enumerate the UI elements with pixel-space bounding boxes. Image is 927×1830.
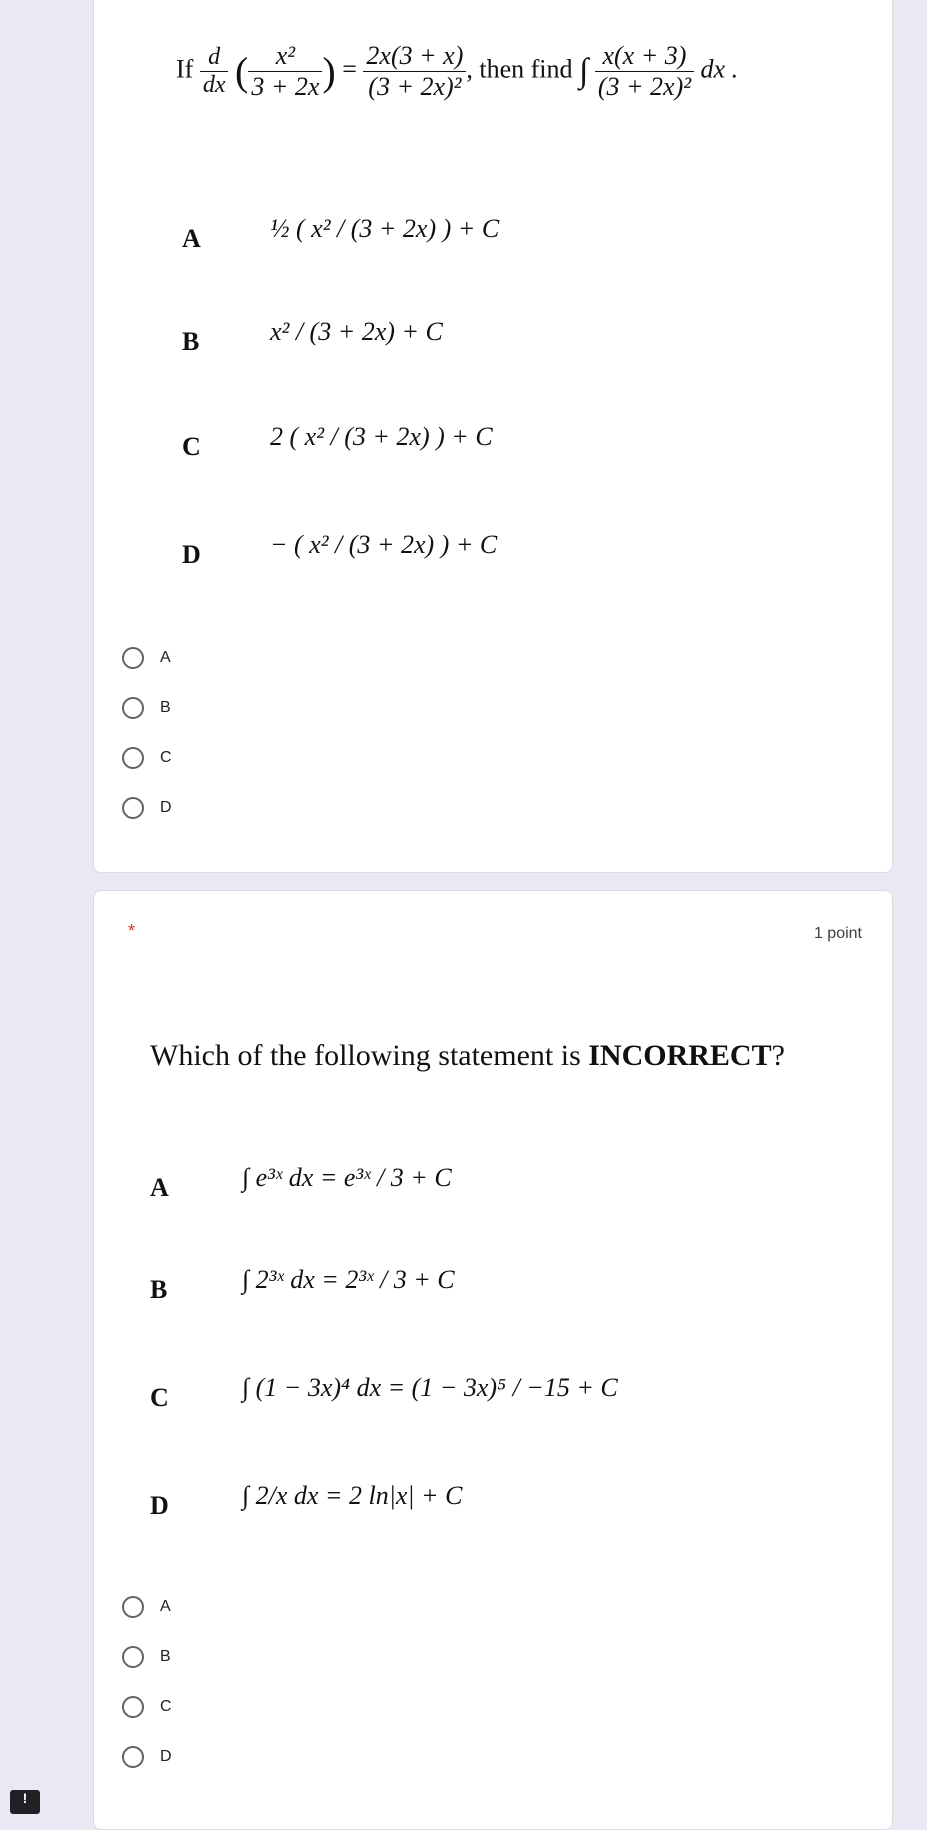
question-1-text: If $\frac{d}{dx}$ ( $\frac{\text{x²}}{3 + 2x}$ ) = $\frac{2x(3 + x)}{\text{(3 + 2x)²}}$ , then find ∫ $\frac{x(x + 3)}{\text{(3 + 2x)²}}$ dx . [176,41,739,101]
radio-circle[interactable] [122,1596,144,1618]
radio-option-b[interactable]: B [122,1642,171,1672]
question-card-1: If $\frac{d}{dx}$ ( $\frac{\text{x²}}{3 + 2x}$ ) = $\frac{2x(3 + x)}{\text{(3 + 2x)²}}$ , then find ∫ $\frac{x(x + 3)}{\text{(3 + 2x)²}}$ dx . A ½ ( x² / (3 + 2x) ) + C B x² / (3 + 2x) + C C 2 ( x² / (3 + 2x) ) + C D − ( x² / (3 + 2x) ) + C A B C D [93,0,893,873]
radio-option-c[interactable]: C [122,743,172,773]
radio-circle[interactable] [122,1646,144,1668]
radio-option-a[interactable]: A [122,1592,171,1622]
required-mark: * [128,921,136,941]
radio-option-c[interactable]: C [122,1692,172,1722]
radio-circle[interactable] [122,797,144,819]
radio-circle[interactable] [122,647,144,669]
radio-circle[interactable] [122,1746,144,1768]
question-2-text: Which of the following statement is INCORRECT? [150,1039,785,1072]
radio-option-b[interactable]: B [122,693,171,723]
question-card-2: * 1 point Which of the following statement is INCORRECT? A ∫ e³ˣ dx = e³ˣ / 3 + C B ∫ 2³ˣ dx = 2³ˣ / 3 + C C ∫ (1 − 3x)⁴ dx = (1 − 3x)⁵ / −15 + C D ∫ 2/x dx = 2 ln|x| + C A B C D [93,890,893,1830]
points-label: 1 point [813,925,862,942]
radio-circle[interactable] [122,1696,144,1718]
radio-option-a[interactable]: A [122,643,171,673]
radio-option-d[interactable]: D [122,793,172,823]
radio-option-d[interactable]: D [122,1742,172,1772]
radio-circle[interactable] [122,747,144,769]
alert-icon[interactable]: ! [10,1790,40,1814]
radio-circle[interactable] [122,697,144,719]
